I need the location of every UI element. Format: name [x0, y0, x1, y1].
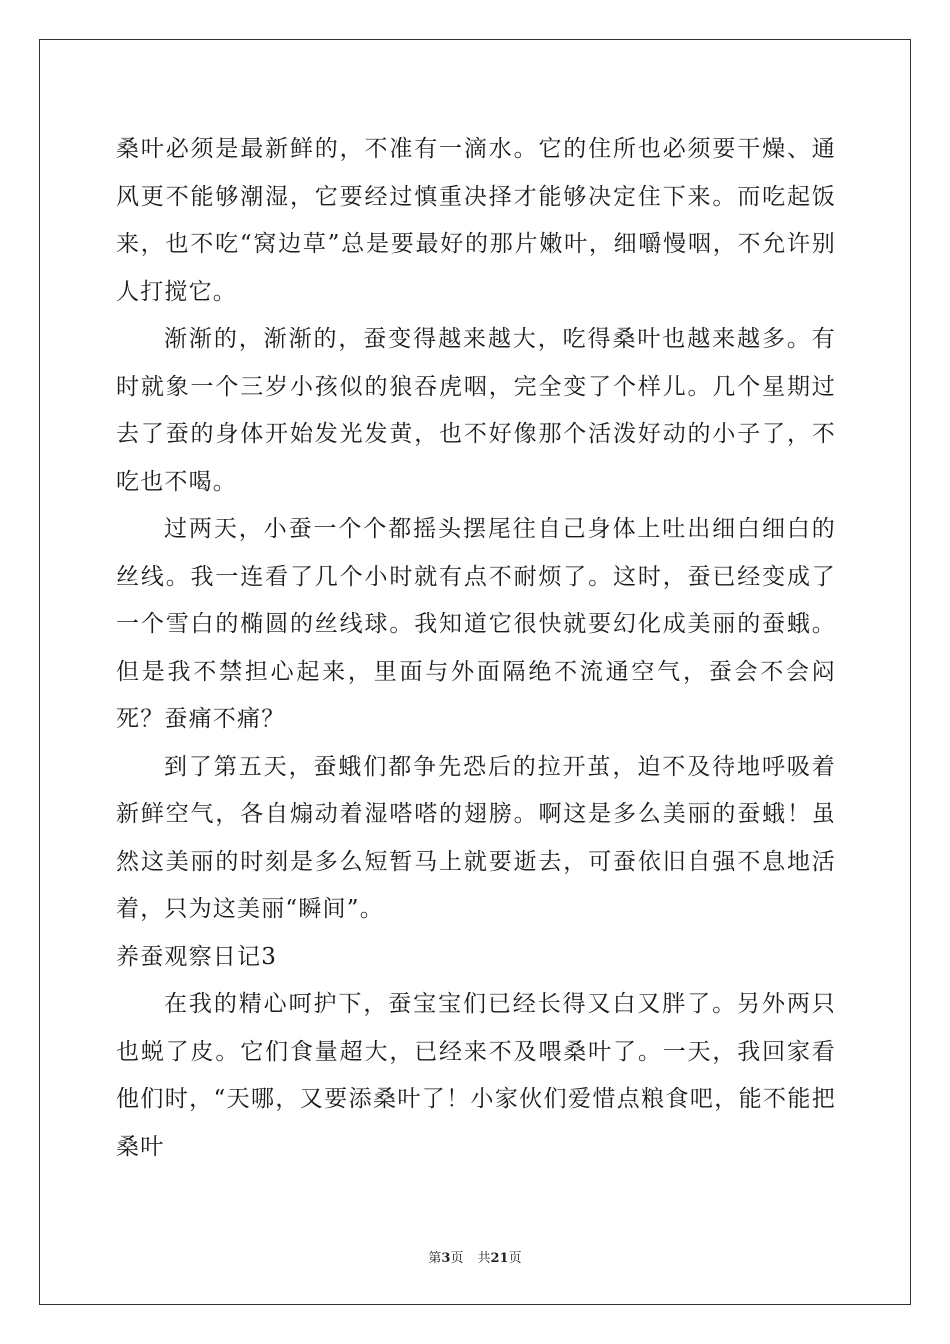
document-body — [116, 126, 836, 1171]
page-number-label: 第3页 — [428, 1251, 464, 1266]
paragraph-3: 过两天，小蚕一个个都摇头摆尾往自己身体上吐出细白细白的丝线。我一连看了几个小时就有点不耐烦了。这时，蚕已经变成了一个雪白的椭圆的丝线球。我知道它很快就要幻化成美丽的蚕蛾。但是我不禁担心起来，里面与外面隔绝不流通空气，蚕会不会闷死？蚕痛不痛？ — [116, 516, 836, 732]
paragraph-5: 在我的精心呵护下，蚕宝宝们已经长得又白又胖了。另外两只也蜕了皮。它们食量超大，已经来不及喂桑叶了。一天，我回家看他们时，“天哪，又要添桑叶了！小家伙们爱惜点粮食吧，能不能把桑叶 — [116, 991, 836, 1160]
total-pages-label: 共21页 — [477, 1251, 522, 1266]
section-heading: 养蚕观察日记3 — [116, 943, 278, 970]
paragraph-2: 渐渐的，渐渐的，蚕变得越来越大，吃得桑叶也越来越多。有时就象一个三岁小孩似的狼吞虎咽，完全变了个样儿。几个星期过去了蚕的身体开始发光发黄，也不好像那个活泼好动的小子了，不吃也不喝。 — [116, 326, 836, 495]
paragraph-1: 桑叶必须是最新鲜的，不准有一滴水。它的住所也必须要干燥、通风更不能够潮湿，它要经过慎重决择才能够决定住下来。而吃起饭来，也不吃“窝边草”总是要最好的那片嫩叶，细嚼慢咽，不允许别人打搅它。 — [116, 136, 836, 305]
page-footer — [0, 1247, 950, 1266]
paragraph-4: 到了第五天，蚕蛾们都争先恐后的拉开茧，迫不及待地呼吸着新鲜空气，各自煽动着湿嗒嗒的翅膀。啊这是多么美丽的蚕蛾！虽然这美丽的时刻是多么短暂马上就要逝去，可蚕依旧自强不息地活着，只为这美丽“瞬间”。 — [116, 753, 836, 922]
